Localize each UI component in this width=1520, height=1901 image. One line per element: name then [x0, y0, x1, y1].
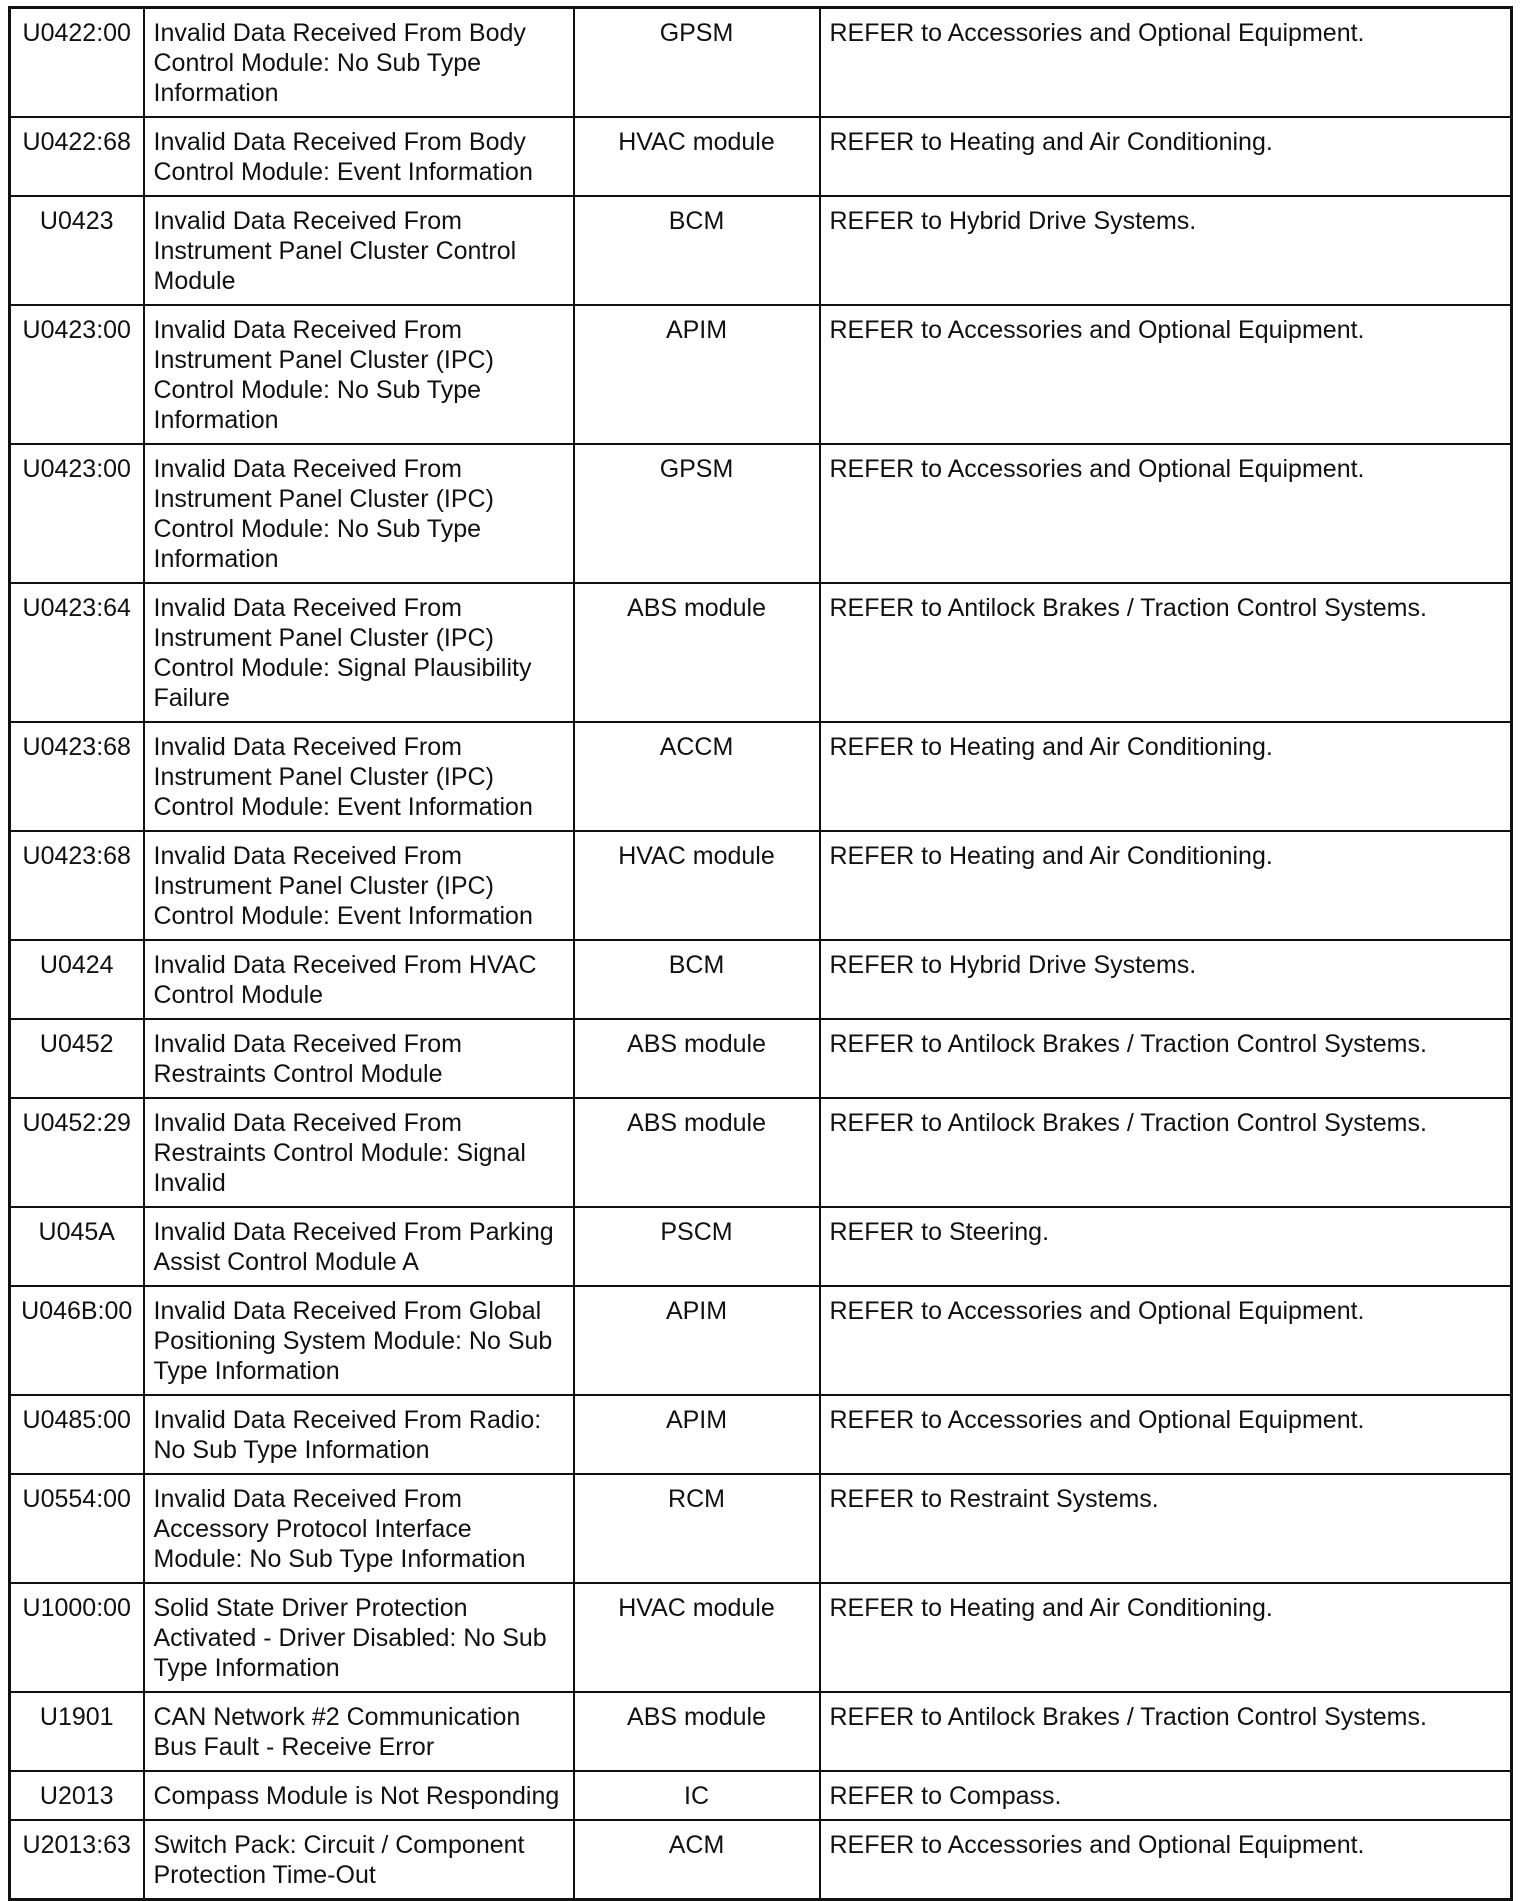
- dtc-code-cell: U0423:00: [10, 444, 144, 583]
- dtc-action-cell: REFER to Antilock Brakes / Traction Control Systems.: [820, 1019, 1512, 1098]
- dtc-action-cell: REFER to Heating and Air Conditioning.: [820, 1583, 1512, 1692]
- dtc-code-cell: U0423:68: [10, 722, 144, 831]
- dtc-action-cell: REFER to Antilock Brakes / Traction Control Systems.: [820, 583, 1512, 722]
- table-row: [10, 1019, 1512, 1098]
- dtc-action-cell: REFER to Hybrid Drive Systems.: [820, 196, 1512, 305]
- table-row: [10, 1692, 1512, 1771]
- dtc-module-cell: APIM: [574, 1395, 820, 1474]
- dtc-code-cell: U1901: [10, 1692, 144, 1771]
- dtc-module-cell: APIM: [574, 305, 820, 444]
- table-row: [10, 1286, 1512, 1395]
- dtc-description-cell: Invalid Data Received From Body Control Module: No Sub Type Information: [144, 8, 574, 118]
- dtc-code-cell: U0422:00: [10, 8, 144, 118]
- dtc-description-cell: Invalid Data Received From Restraints Control Module: Signal Invalid: [144, 1098, 574, 1207]
- dtc-description-cell: Invalid Data Received From Instrument Panel Cluster (IPC) Control Module: No Sub Type Information: [144, 305, 574, 444]
- dtc-description-cell: Invalid Data Received From Restraints Control Module: [144, 1019, 574, 1098]
- dtc-action-cell: REFER to Heating and Air Conditioning.: [820, 831, 1512, 940]
- dtc-action-cell: REFER to Accessories and Optional Equipment.: [820, 1820, 1512, 1900]
- dtc-action-cell: REFER to Restraint Systems.: [820, 1474, 1512, 1583]
- dtc-action-cell: REFER to Antilock Brakes / Traction Control Systems.: [820, 1098, 1512, 1207]
- dtc-action-cell: REFER to Antilock Brakes / Traction Control Systems.: [820, 1692, 1512, 1771]
- dtc-code-cell: U1000:00: [10, 1583, 144, 1692]
- table-row: [10, 444, 1512, 583]
- dtc-code-cell: U0423:00: [10, 305, 144, 444]
- table-row: [10, 1583, 1512, 1692]
- dtc-action-cell: REFER to Steering.: [820, 1207, 1512, 1286]
- table-row: [10, 1820, 1512, 1900]
- table-row: [10, 1771, 1512, 1820]
- dtc-module-cell: ACM: [574, 1820, 820, 1900]
- dtc-code-cell: U2013: [10, 1771, 144, 1820]
- dtc-action-cell: REFER to Accessories and Optional Equipment.: [820, 1395, 1512, 1474]
- dtc-module-cell: ABS module: [574, 1692, 820, 1771]
- table-row: [10, 940, 1512, 1019]
- dtc-code-cell: U0422:68: [10, 117, 144, 196]
- dtc-action-cell: REFER to Hybrid Drive Systems.: [820, 940, 1512, 1019]
- table-row: [10, 8, 1512, 118]
- dtc-description-cell: Solid State Driver Protection Activated - Driver Disabled: No Sub Type Information: [144, 1583, 574, 1692]
- dtc-description-cell: CAN Network #2 Communication Bus Fault - Receive Error: [144, 1692, 574, 1771]
- table-row: [10, 1474, 1512, 1583]
- dtc-module-cell: IC: [574, 1771, 820, 1820]
- dtc-module-cell: BCM: [574, 940, 820, 1019]
- dtc-module-cell: ABS module: [574, 1019, 820, 1098]
- table-row: [10, 117, 1512, 196]
- dtc-action-cell: REFER to Accessories and Optional Equipment.: [820, 444, 1512, 583]
- dtc-code-cell: U0485:00: [10, 1395, 144, 1474]
- dtc-action-cell: REFER to Compass.: [820, 1771, 1512, 1820]
- dtc-module-cell: GPSM: [574, 444, 820, 583]
- dtc-description-cell: Invalid Data Received From Parking Assist Control Module A: [144, 1207, 574, 1286]
- table-row: [10, 583, 1512, 722]
- dtc-description-cell: Invalid Data Received From Radio: No Sub Type Information: [144, 1395, 574, 1474]
- dtc-description-cell: Invalid Data Received From Accessory Protocol Interface Module: No Sub Type Information: [144, 1474, 574, 1583]
- dtc-description-cell: Invalid Data Received From Instrument Panel Cluster (IPC) Control Module: No Sub Type Information: [144, 444, 574, 583]
- dtc-description-cell: Invalid Data Received From Instrument Panel Cluster Control Module: [144, 196, 574, 305]
- dtc-module-cell: BCM: [574, 196, 820, 305]
- dtc-description-cell: Invalid Data Received From HVAC Control Module: [144, 940, 574, 1019]
- table-row: [10, 305, 1512, 444]
- dtc-code-cell: U2013:63: [10, 1820, 144, 1900]
- dtc-code-cell: U0452:29: [10, 1098, 144, 1207]
- dtc-description-cell: Invalid Data Received From Global Positioning System Module: No Sub Type Information: [144, 1286, 574, 1395]
- table-row: [10, 196, 1512, 305]
- dtc-table-body: [10, 8, 1512, 1900]
- dtc-description-cell: Invalid Data Received From Body Control Module: Event Information: [144, 117, 574, 196]
- dtc-code-cell: U045A: [10, 1207, 144, 1286]
- dtc-module-cell: HVAC module: [574, 117, 820, 196]
- dtc-description-cell: Invalid Data Received From Instrument Panel Cluster (IPC) Control Module: Signal Plausibility Failure: [144, 583, 574, 722]
- dtc-description-cell: Compass Module is Not Responding: [144, 1771, 574, 1820]
- dtc-description-cell: Invalid Data Received From Instrument Panel Cluster (IPC) Control Module: Event Information: [144, 831, 574, 940]
- dtc-code-cell: U0554:00: [10, 1474, 144, 1583]
- dtc-action-cell: REFER to Accessories and Optional Equipment.: [820, 1286, 1512, 1395]
- dtc-code-cell: U046B:00: [10, 1286, 144, 1395]
- dtc-module-cell: RCM: [574, 1474, 820, 1583]
- table-row: [10, 1395, 1512, 1474]
- dtc-action-cell: REFER to Heating and Air Conditioning.: [820, 117, 1512, 196]
- dtc-action-cell: REFER to Accessories and Optional Equipment.: [820, 305, 1512, 444]
- dtc-module-cell: HVAC module: [574, 831, 820, 940]
- table-row: [10, 1098, 1512, 1207]
- dtc-action-cell: REFER to Accessories and Optional Equipment.: [820, 8, 1512, 118]
- dtc-module-cell: PSCM: [574, 1207, 820, 1286]
- table-row: [10, 1207, 1512, 1286]
- dtc-code-cell: U0423:64: [10, 583, 144, 722]
- dtc-description-cell: Invalid Data Received From Instrument Panel Cluster (IPC) Control Module: Event Information: [144, 722, 574, 831]
- dtc-code-cell: U0423:68: [10, 831, 144, 940]
- dtc-module-cell: ACCM: [574, 722, 820, 831]
- dtc-module-cell: GPSM: [574, 8, 820, 118]
- dtc-code-cell: U0452: [10, 1019, 144, 1098]
- dtc-code-cell: U0424: [10, 940, 144, 1019]
- dtc-module-cell: HVAC module: [574, 1583, 820, 1692]
- dtc-module-cell: ABS module: [574, 1098, 820, 1207]
- dtc-module-cell: ABS module: [574, 583, 820, 722]
- dtc-code-cell: U0423: [10, 196, 144, 305]
- dtc-table: [8, 6, 1513, 1901]
- dtc-description-cell: Switch Pack: Circuit / Component Protection Time-Out: [144, 1820, 574, 1900]
- table-row: [10, 722, 1512, 831]
- dtc-action-cell: REFER to Heating and Air Conditioning.: [820, 722, 1512, 831]
- table-row: [10, 831, 1512, 940]
- dtc-module-cell: APIM: [574, 1286, 820, 1395]
